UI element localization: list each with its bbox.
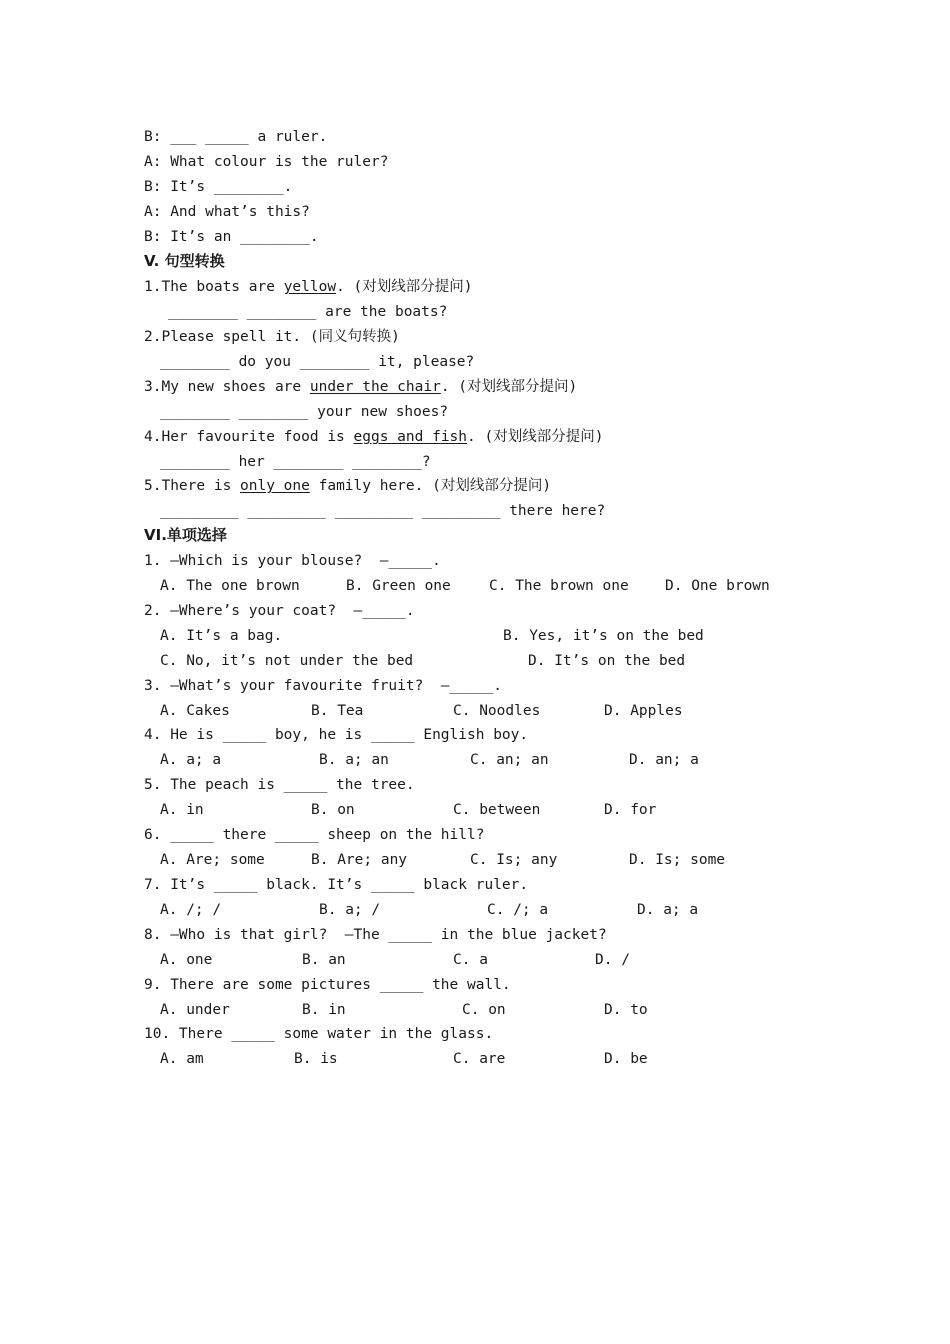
q2-option-d: D. It’s on the bed (528, 653, 686, 669)
q1-option-c: C. The brown one (489, 578, 629, 594)
q4-option-a: A. a; a (160, 752, 222, 768)
q5-option-d: D. for (604, 802, 657, 818)
q7-option-b: B. a; / (319, 902, 381, 918)
transform-answer-3: ________ ________ your new shoes? (160, 404, 449, 420)
question-5: 5. The peach is _____ the tree. (144, 777, 415, 793)
transform-answer-1: ________ ________ are the boats? (168, 304, 448, 320)
transform-item-2 (144, 327, 400, 347)
underlined-part: only one (240, 478, 310, 494)
q5-option-a: A. in (160, 802, 204, 818)
q10-option-a: A. am (160, 1051, 204, 1067)
item-instruction: . (对划线部分提问) (467, 429, 604, 445)
transform-answer-4: ________ her ________ ________? (160, 454, 431, 470)
item-text: 3.My new shoes are (144, 379, 310, 395)
dialogue-line-5: B: It’s an ________. (144, 229, 319, 245)
underlined-part: eggs and fish (353, 429, 468, 445)
q10-option-b: B. is (294, 1051, 338, 1067)
section-5-heading: V. 句型转换 (144, 252, 225, 270)
question-3: 3. —What’s your favourite fruit? —_____. (144, 678, 502, 694)
q2-option-c: C. No, it’s not under the bed (160, 653, 414, 669)
q6-option-a: A. Are; some (160, 852, 265, 868)
q10-option-c: C. are (453, 1051, 506, 1067)
q9-option-a: A. under (160, 1002, 230, 1018)
q3-option-d: D. Apples (604, 703, 683, 719)
q8-option-d: D. / (595, 952, 630, 968)
q3-option-b: B. Tea (311, 703, 364, 719)
item-text: 2.Please spell it. (同义句转换) (144, 329, 400, 345)
question-7: 7. It’s _____ black. It’s _____ black ruler. (144, 877, 529, 893)
question-6: 6. _____ there _____ sheep on the hill? (144, 827, 485, 843)
question-4: 4. He is _____ boy, he is _____ English boy. (144, 727, 529, 743)
q7-option-c: C. /; a (487, 902, 549, 918)
question-8: 8. —Who is that girl? —The _____ in the blue jacket? (144, 927, 607, 943)
question-10: 10. There _____ some water in the glass. (144, 1026, 494, 1042)
q4-option-d: D. an; a (629, 752, 699, 768)
item-instruction: family here. (对划线部分提问) (309, 478, 552, 494)
transform-item-3 (144, 377, 577, 397)
q5-option-b: B. on (311, 802, 355, 818)
q8-option-a: A. one (160, 952, 213, 968)
q8-option-b: B. an (302, 952, 346, 968)
q1-option-b: B. Green one (346, 578, 451, 594)
q4-option-c: C. an; an (470, 752, 549, 768)
q4-option-b: B. a; an (319, 752, 389, 768)
q9-option-d: D. to (604, 1002, 648, 1018)
dialogue-line-3: B: It’s ________. (144, 179, 293, 195)
item-text: 5.There is (144, 478, 241, 494)
q6-option-b: B. Are; any (311, 852, 408, 868)
q7-option-d: D. a; a (637, 902, 699, 918)
q6-option-d: D. Is; some (629, 852, 726, 868)
q2-option-b: B. Yes, it’s on the bed (503, 628, 704, 644)
item-instruction: . (对划线部分提问) (440, 379, 578, 395)
dialogue-line-2: A: What colour is the ruler? (144, 154, 389, 170)
q3-option-a: A. Cakes (160, 703, 230, 719)
q1-option-d: D. One brown (665, 578, 770, 594)
item-text: 4.Her favourite food is (144, 429, 354, 445)
transform-answer-5: _________ _________ _________ _________ there here? (160, 503, 606, 519)
item-instruction: . (对划线部分提问) (336, 279, 473, 295)
dialogue-line-4: A: And what’s this? (144, 204, 310, 220)
underlined-part: yellow (283, 279, 337, 295)
question-1: 1. —Which is your blouse? —_____. (144, 553, 441, 569)
dialogue-line-1: B: ___ _____ a ruler. (144, 129, 328, 145)
q3-option-c: C. Noodles (453, 703, 541, 719)
transform-answer-2: ________ do you ________ it, please? (160, 354, 475, 370)
underlined-part: under the chair (309, 379, 441, 395)
section-6-heading: VI.单项选择 (144, 526, 227, 544)
q1-option-a: A. The one brown (160, 578, 300, 594)
q6-option-c: C. Is; any (470, 852, 558, 868)
q7-option-a: A. /; / (160, 902, 222, 918)
q2-option-a: A. It’s a bag. (160, 628, 283, 644)
q5-option-c: C. between (453, 802, 541, 818)
q10-option-d: D. be (604, 1051, 648, 1067)
question-9: 9. There are some pictures _____ the wall. (144, 977, 511, 993)
transform-item-5 (144, 476, 551, 496)
question-2: 2. —Where’s your coat? —_____. (144, 603, 415, 619)
item-text: 1.The boats are (144, 279, 284, 295)
q8-option-c: C. a (453, 952, 488, 968)
q9-option-c: C. on (462, 1002, 506, 1018)
q9-option-b: B. in (302, 1002, 346, 1018)
transform-item-4 (144, 427, 603, 447)
transform-item-1 (144, 277, 473, 297)
